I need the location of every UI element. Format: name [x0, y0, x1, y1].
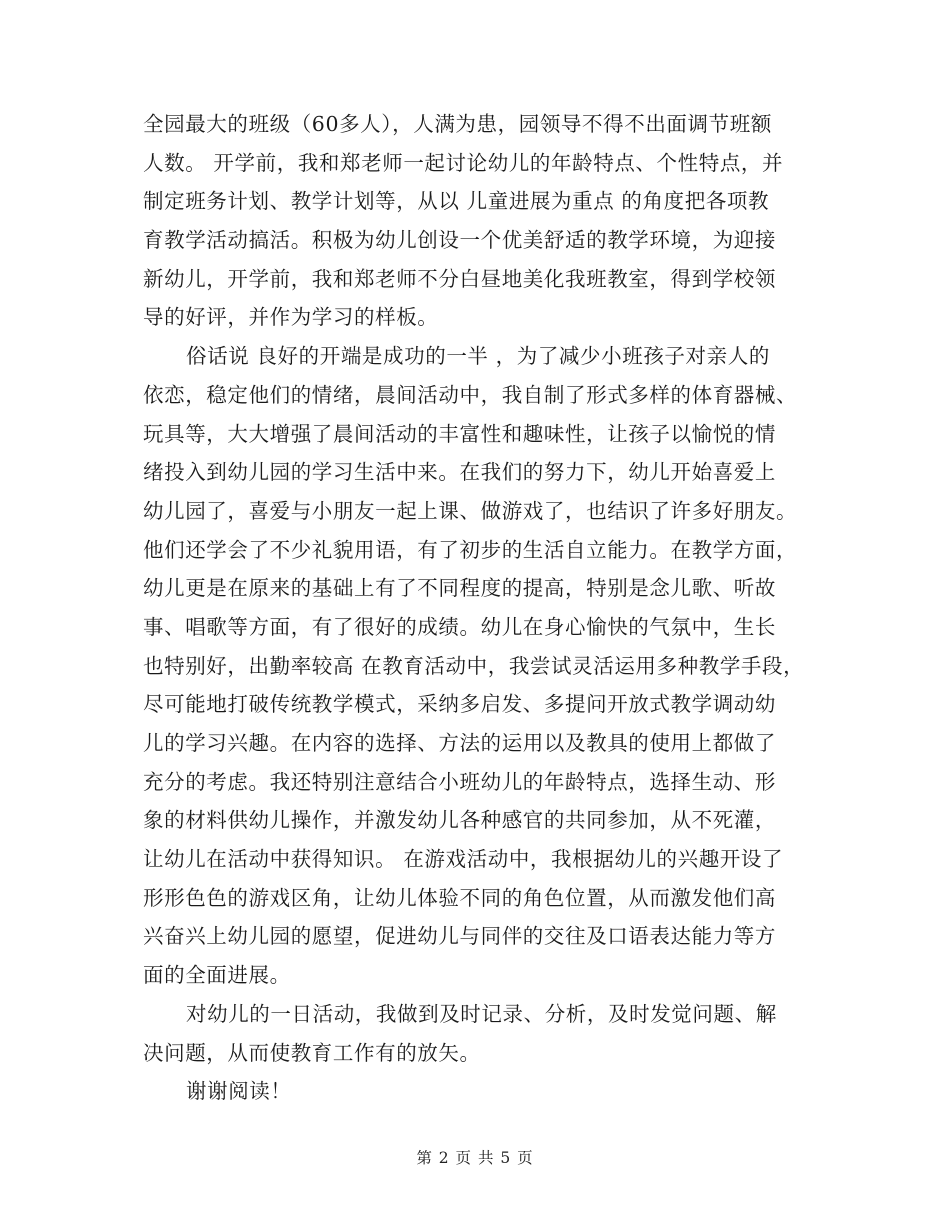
- text-line: 尽可能地打破传统教学模式，采纳多启发、多提问开放式教学调动幼: [143, 692, 776, 717]
- document-body: [143, 105, 818, 1111]
- text-line: 玩具等，大大增强了晨间活动的丰富性和趣味性，让孩子以愉悦的情: [143, 421, 776, 446]
- text-line: 谢谢阅读！: [186, 1079, 292, 1104]
- text-line: 让幼儿在活动中获得知识。 在游戏活动中，我根据幼儿的兴趣开设了: [143, 847, 784, 872]
- text-line: 充分的考虑。我还特别注意结合小班幼儿的年龄特点，选择生动、形: [143, 769, 776, 794]
- text-line: 儿的学习兴趣。在内容的选择、方法的运用以及教具的使用上都做了: [143, 731, 776, 755]
- text-line: 全园最大的班级（60多人），人满为患，园领导不得不出面调节班额: [143, 112, 772, 136]
- page-number-footer: 第 2 页 共 5 页: [416, 1149, 534, 1167]
- text-line: 绪投入到幼儿园的学习生活中来。在我们的努力下，幼儿开始喜爱上: [143, 460, 776, 485]
- text-line: 幼儿更是在原来的基础上有了不同程度的提高，特别是念儿歌、听故: [143, 576, 776, 601]
- text-line: 育教学活动搞活。积极为幼儿创设一个优美舒适的教学环境，为迎接: [143, 228, 776, 253]
- text-line: 兴奋兴上幼儿园的愿望，促进幼儿与同伴的交往及口语表达能力等方: [143, 924, 776, 949]
- text-line: 导的好评，并作为学习的样板。: [143, 305, 439, 330]
- text-line: 对幼儿的一日活动，我做到及时记录、分析，及时发觉问题、解: [186, 1001, 777, 1026]
- text-line: 形形色色的游戏区角，让幼儿体验不同的角色位置，从而激发他们高: [143, 885, 776, 910]
- text-line: 决问题，从而使教育工作有的放矢。: [143, 1040, 481, 1065]
- text-line: 俗话说 良好的开端是成功的一半 ，为了减少小班孩子对亲人的: [186, 344, 770, 369]
- text-line: 也特别好，出勤率较高 在教育活动中，我尝试灵活运用多种教学手段，: [143, 653, 805, 678]
- text-line: 幼儿园了，喜爱与小朋友一起上课、做游戏了，也结识了许多好朋友。: [143, 498, 798, 523]
- text-line: 依恋，稳定他们的情绪，晨间活动中，我自制了形式多样的体育器械、: [143, 382, 798, 407]
- text-line: 制定班务计划、教学计划等，从以 儿童进展为重点 的角度把各项教: [143, 189, 770, 214]
- text-line: 象的材料供幼儿操作，并激发幼儿各种感官的共同参加，从不死灌，: [143, 808, 776, 833]
- text-line: 新幼儿，开学前，我和郑老师不分白昼地美化我班教室，得到学校领: [143, 266, 776, 291]
- text-line: 面的全面进展。: [143, 963, 291, 988]
- text-line: 他们还学会了不少礼貌用语，有了初步的生活自立能力。在教学方面，: [143, 537, 798, 562]
- text-line: 事、唱歌等方面，有了很好的成绩。幼儿在身心愉快的气氛中，生长: [143, 614, 776, 639]
- text-line: 人数。 开学前，我和郑老师一起讨论幼儿的年龄特点、个性特点，并: [143, 150, 784, 175]
